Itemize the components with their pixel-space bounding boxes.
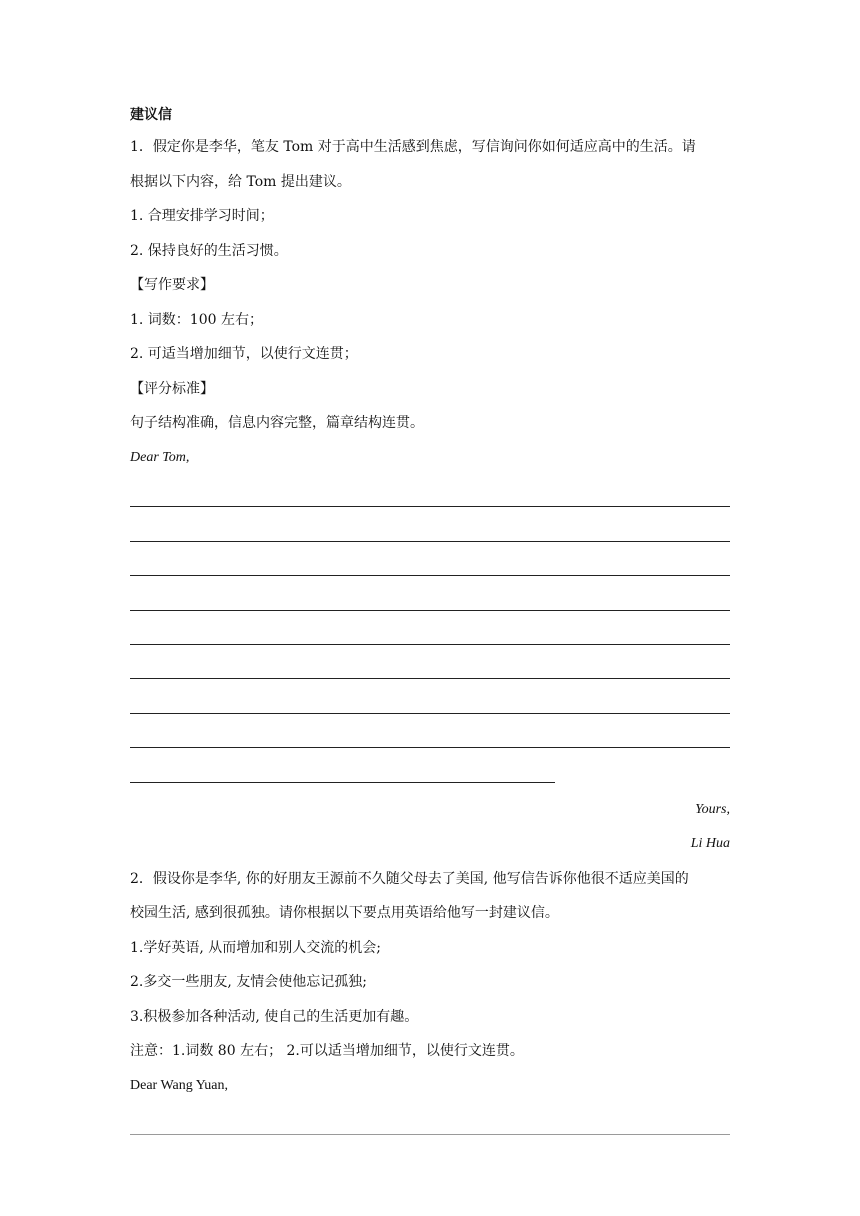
section-title: 建议信 [130,107,172,123]
answer-line[interactable] [130,613,730,647]
q1-prompt-line-2: 根据以下内容，给 Tom 提出建议。 [130,173,351,190]
q2-point-3: 3.积极参加各种活动, 使自己的生活更加有趣。 [130,1008,419,1025]
q1-requirements-heading: 【写作要求】 [130,277,214,293]
worksheet-page [130,100,730,1137]
answer-line-short[interactable] [130,750,730,784]
q1-closing: Yours, [695,801,730,817]
q1-criteria-heading: 【评分标准】 [130,380,214,397]
q1-point-2: 2. 保持良好的生活习惯。 [130,242,288,259]
answer-line[interactable] [130,578,730,612]
q1-requirement-2: 2. 可适当增加细节，以使行文连贯； [130,346,358,362]
answer-line[interactable] [130,509,730,543]
q2-point-2: 2.多交一些朋友, 友情会使他忘记孤独; [130,974,367,991]
answer-line[interactable] [130,1103,730,1137]
q1-criteria: 句子结构准确，信息内容完整，篇章结构连贯。 [130,415,424,431]
q1-signature: Li Hua [690,836,730,852]
q2-prompt-line-2: 校园生活, 感到很孤独。请你根据以下要点用英语给他写一封建议信。 [130,905,559,922]
answer-line[interactable] [130,647,730,681]
q2-prompt-line-1: 2．假设你是李华, 你的好朋友王源前不久随父母去了美国, 他写信告诉你他很不适应美国的 [130,870,689,887]
q1-prompt-line-1: 1．假定你是李华，笔友 Tom 对于高中生活感到焦虑，写信询问你如何适应高中的生活。请 [130,139,696,155]
q2-point-1: 1.学好英语, 从而增加和别人交流的机会; [130,939,381,956]
answer-line[interactable] [130,544,730,578]
answer-line[interactable] [130,716,730,750]
q2-note: 注意：1.词数 80 左右； 2.可以适当增加细节，以使行文连贯。 [130,1043,524,1060]
q1-requirement-1: 1. 词数：100 左右； [130,311,263,328]
answer-line[interactable] [130,681,730,715]
q1-point-1: 1. 合理安排学习时间； [130,208,274,224]
q2-salutation: Dear Wang Yuan, [130,1077,229,1093]
q1-salutation: Dear Tom, [130,449,190,465]
answer-line[interactable] [130,475,730,509]
